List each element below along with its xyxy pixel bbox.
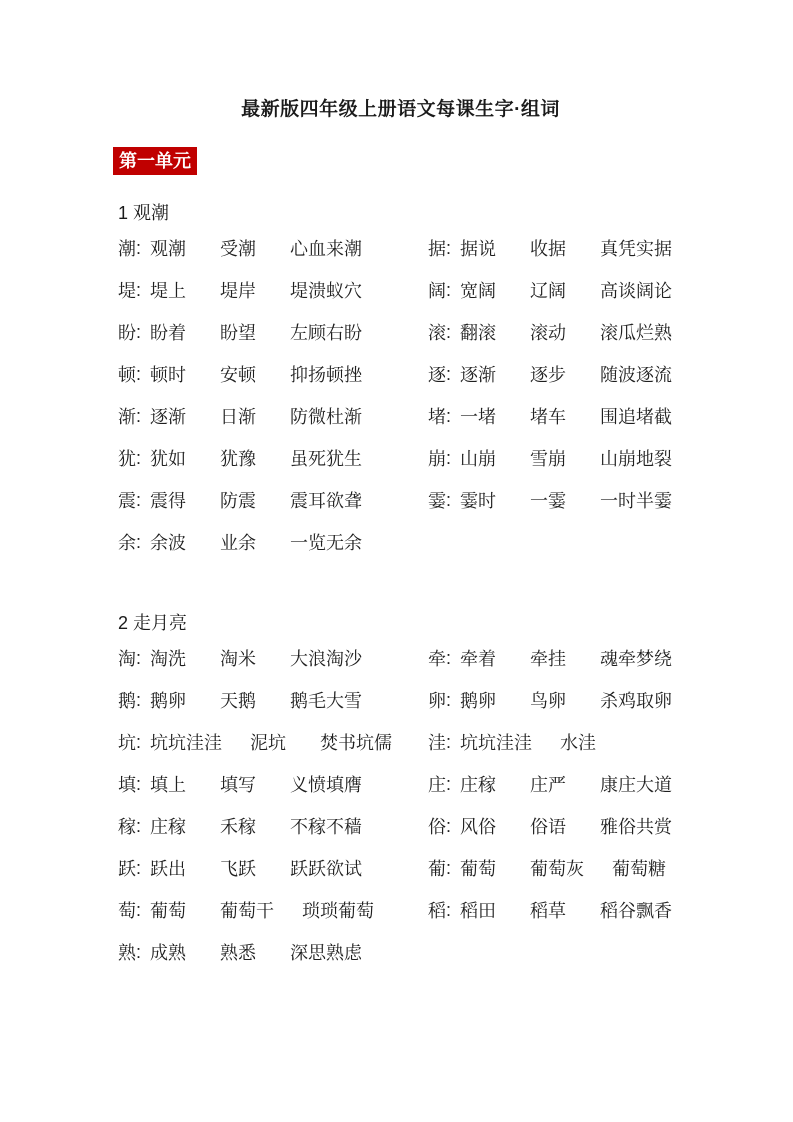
colon-separator: : [136, 647, 142, 668]
colon-separator: : [446, 773, 452, 794]
word-item: 盼着 [150, 323, 187, 343]
entry-left [118, 855, 428, 881]
table-row [118, 227, 683, 269]
word-item: 逐步 [530, 365, 567, 385]
colon-separator: : [136, 489, 142, 510]
word-item: 抑扬顿挫 [290, 365, 363, 385]
word-item: 康庄大道 [600, 775, 673, 795]
entry-left [118, 235, 428, 261]
head-character: 盼 [118, 323, 136, 343]
word-item: 深思熟虑 [290, 943, 363, 963]
word-item: 安顿 [220, 365, 257, 385]
word-item: 牵着 [460, 649, 497, 669]
word-item: 鹅毛大雪 [290, 691, 363, 711]
colon-separator: : [136, 731, 142, 752]
word-item: 稻谷飘香 [600, 901, 673, 921]
word-item: 逐渐 [150, 407, 187, 427]
table-row [118, 847, 683, 889]
word-item: 稻草 [530, 901, 567, 921]
word-item: 大浪淘沙 [290, 649, 363, 669]
head-character: 据 [428, 239, 446, 259]
head-character: 熟 [118, 943, 136, 963]
entry-left [118, 813, 428, 839]
table-row [118, 269, 683, 311]
word-item: 葡萄干 [220, 901, 275, 921]
colon-separator: : [136, 405, 142, 426]
head-character: 崩 [428, 449, 446, 469]
head-character: 洼 [428, 733, 446, 753]
word-item: 真凭实据 [600, 239, 673, 259]
colon-separator: : [136, 321, 142, 342]
word-item: 受潮 [220, 239, 257, 259]
word-item: 堤岸 [220, 281, 257, 301]
table-row [118, 521, 683, 563]
head-character: 俗 [428, 817, 446, 837]
entry-right [428, 813, 683, 839]
head-character: 渐 [118, 407, 136, 427]
word-item: 熟悉 [220, 943, 257, 963]
entry-left [118, 403, 428, 429]
word-item: 禾稼 [220, 817, 257, 837]
word-item: 辽阔 [530, 281, 567, 301]
head-character: 震 [118, 491, 136, 511]
word-item: 堤溃蚁穴 [290, 281, 363, 301]
word-item: 高谈阔论 [600, 281, 673, 301]
word-item: 虽死犹生 [290, 449, 363, 469]
lesson-section [118, 609, 683, 973]
word-item: 业余 [220, 533, 257, 553]
table-row [118, 353, 683, 395]
entry-right [428, 645, 683, 671]
head-character: 堵 [428, 407, 446, 427]
entry-left [118, 729, 428, 755]
colon-separator: : [136, 237, 142, 258]
word-item: 翻滚 [460, 323, 497, 343]
table-row [118, 931, 683, 973]
word-item: 随波逐流 [600, 365, 673, 385]
word-item: 水洼 [560, 733, 597, 753]
colon-separator: : [136, 941, 142, 962]
entry-left [118, 897, 428, 923]
colon-separator: : [136, 363, 142, 384]
entry-right [428, 687, 683, 713]
word-item: 庄稼 [150, 817, 187, 837]
head-character: 牵 [428, 649, 446, 669]
word-item: 心血来潮 [290, 239, 363, 259]
colon-separator: : [446, 321, 452, 342]
entry-left [118, 361, 428, 387]
head-character: 稼 [118, 817, 136, 837]
word-item: 淘米 [220, 649, 257, 669]
word-item: 鹅卵 [460, 691, 497, 711]
entry-right [428, 403, 683, 429]
word-item: 杀鸡取卵 [600, 691, 673, 711]
colon-separator: : [446, 447, 452, 468]
word-item: 雪崩 [530, 449, 567, 469]
entry-right [428, 235, 683, 261]
colon-separator: : [446, 279, 452, 300]
colon-separator: : [136, 899, 142, 920]
head-character: 犹 [118, 449, 136, 469]
word-item: 滚动 [530, 323, 567, 343]
word-item: 余波 [150, 533, 187, 553]
head-character: 坑 [118, 733, 136, 753]
head-character: 顿 [118, 365, 136, 385]
colon-separator: : [136, 531, 142, 552]
colon-separator: : [136, 689, 142, 710]
table-row [118, 721, 683, 763]
word-item: 天鹅 [220, 691, 257, 711]
page-title: 最新版四年级上册语文每课生字·组词 [241, 99, 560, 120]
entry-right [428, 277, 683, 303]
head-character: 霎 [428, 491, 446, 511]
word-item: 葡萄糖 [612, 859, 667, 879]
table-row [118, 763, 683, 805]
word-item: 一时半霎 [600, 491, 673, 511]
head-character: 阔 [428, 281, 446, 301]
word-item: 一堵 [460, 407, 497, 427]
word-item: 葡萄灰 [530, 859, 585, 879]
entry-right [428, 487, 683, 513]
word-item: 不稼不穑 [290, 817, 363, 837]
word-item: 一览无余 [290, 533, 363, 553]
head-character: 潮 [118, 239, 136, 259]
table-row [118, 437, 683, 479]
table-row [118, 395, 683, 437]
word-item: 震得 [150, 491, 187, 511]
word-item: 收据 [530, 239, 567, 259]
colon-separator: : [446, 363, 452, 384]
lessons-container [118, 199, 683, 973]
colon-separator: : [136, 773, 142, 794]
word-item: 防震 [220, 491, 257, 511]
head-character: 葡 [428, 859, 446, 879]
entry-left [118, 445, 428, 471]
head-character: 逐 [428, 365, 446, 385]
word-item: 跃出 [150, 859, 187, 879]
colon-separator: : [446, 237, 452, 258]
entry-left [118, 487, 428, 513]
word-item: 据说 [460, 239, 497, 259]
word-item: 盼望 [220, 323, 257, 343]
colon-separator: : [136, 447, 142, 468]
entry-right [428, 319, 683, 345]
unit-heading-badge: 第一单元 [113, 147, 197, 175]
head-character: 淘 [118, 649, 136, 669]
colon-separator: : [446, 647, 452, 668]
entry-left [118, 277, 428, 303]
word-item: 犹豫 [220, 449, 257, 469]
word-item: 山崩 [460, 449, 497, 469]
head-character: 余 [118, 533, 136, 553]
colon-separator: : [136, 279, 142, 300]
colon-separator: : [446, 405, 452, 426]
table-row [118, 679, 683, 721]
word-item: 坑坑洼洼 [150, 733, 223, 753]
entry-left [118, 319, 428, 345]
entry-left [118, 645, 428, 671]
word-item: 霎时 [460, 491, 497, 511]
entry-right [428, 855, 683, 881]
word-item: 雅俗共赏 [600, 817, 673, 837]
head-character: 鹅 [118, 691, 136, 711]
word-item: 俗语 [530, 817, 567, 837]
entry-right [428, 729, 683, 755]
entry-left [118, 687, 428, 713]
word-item: 义愤填膺 [290, 775, 363, 795]
word-item: 庄稼 [460, 775, 497, 795]
head-character: 庄 [428, 775, 446, 795]
word-item: 牵挂 [530, 649, 567, 669]
word-item: 观潮 [150, 239, 187, 259]
head-character: 填 [118, 775, 136, 795]
word-item: 震耳欲聋 [290, 491, 363, 511]
word-item: 稻田 [460, 901, 497, 921]
table-row [118, 479, 683, 521]
word-item: 淘洗 [150, 649, 187, 669]
head-character: 稻 [428, 901, 446, 921]
word-item: 焚书坑儒 [320, 733, 393, 753]
word-item: 防微杜渐 [290, 407, 363, 427]
colon-separator: : [136, 857, 142, 878]
table-row [118, 889, 683, 931]
word-item: 堵车 [530, 407, 567, 427]
table-row [118, 311, 683, 353]
word-item: 填上 [150, 775, 187, 795]
entry-right [428, 445, 683, 471]
word-item: 琐琐葡萄 [302, 901, 375, 921]
lesson-heading: 1 观潮 [118, 203, 170, 223]
word-item: 顿时 [150, 365, 187, 385]
word-item: 日渐 [220, 407, 257, 427]
word-item: 鸟卵 [530, 691, 567, 711]
colon-separator: : [446, 731, 452, 752]
colon-separator: : [446, 815, 452, 836]
head-character: 滚 [428, 323, 446, 343]
head-character: 萄 [118, 901, 136, 921]
word-item: 成熟 [150, 943, 187, 963]
lesson-section [118, 199, 683, 563]
word-item: 风俗 [460, 817, 497, 837]
word-item: 填写 [220, 775, 257, 795]
head-character: 跃 [118, 859, 136, 879]
colon-separator: : [446, 899, 452, 920]
word-item: 葡萄 [460, 859, 497, 879]
head-character: 堤 [118, 281, 136, 301]
word-item: 逐渐 [460, 365, 497, 385]
word-item: 飞跃 [220, 859, 257, 879]
colon-separator: : [136, 815, 142, 836]
word-item: 犹如 [150, 449, 187, 469]
colon-separator: : [446, 689, 452, 710]
word-item: 泥坑 [250, 733, 287, 753]
entry-right [428, 361, 683, 387]
table-row [118, 805, 683, 847]
word-item: 葡萄 [150, 901, 187, 921]
word-item: 堤上 [150, 281, 187, 301]
word-item: 山崩地裂 [600, 449, 673, 469]
head-character: 卵 [428, 691, 446, 711]
word-item: 鹅卵 [150, 691, 187, 711]
word-item: 宽阔 [460, 281, 497, 301]
table-row [118, 637, 683, 679]
entry-left [118, 939, 428, 965]
word-item: 一霎 [530, 491, 567, 511]
entry-right [428, 897, 683, 923]
word-item: 围追堵截 [600, 407, 673, 427]
word-item: 坑坑洼洼 [460, 733, 533, 753]
entry-left [118, 771, 428, 797]
lesson-heading: 2 走月亮 [118, 613, 188, 633]
entry-left [118, 529, 428, 555]
colon-separator: : [446, 489, 452, 510]
word-item: 魂牵梦绕 [600, 649, 673, 669]
word-item: 滚瓜烂熟 [600, 323, 673, 343]
colon-separator: : [446, 857, 452, 878]
word-item: 庄严 [530, 775, 567, 795]
word-item: 跃跃欲试 [290, 859, 363, 879]
word-item: 左顾右盼 [290, 323, 363, 343]
entry-right [428, 771, 683, 797]
